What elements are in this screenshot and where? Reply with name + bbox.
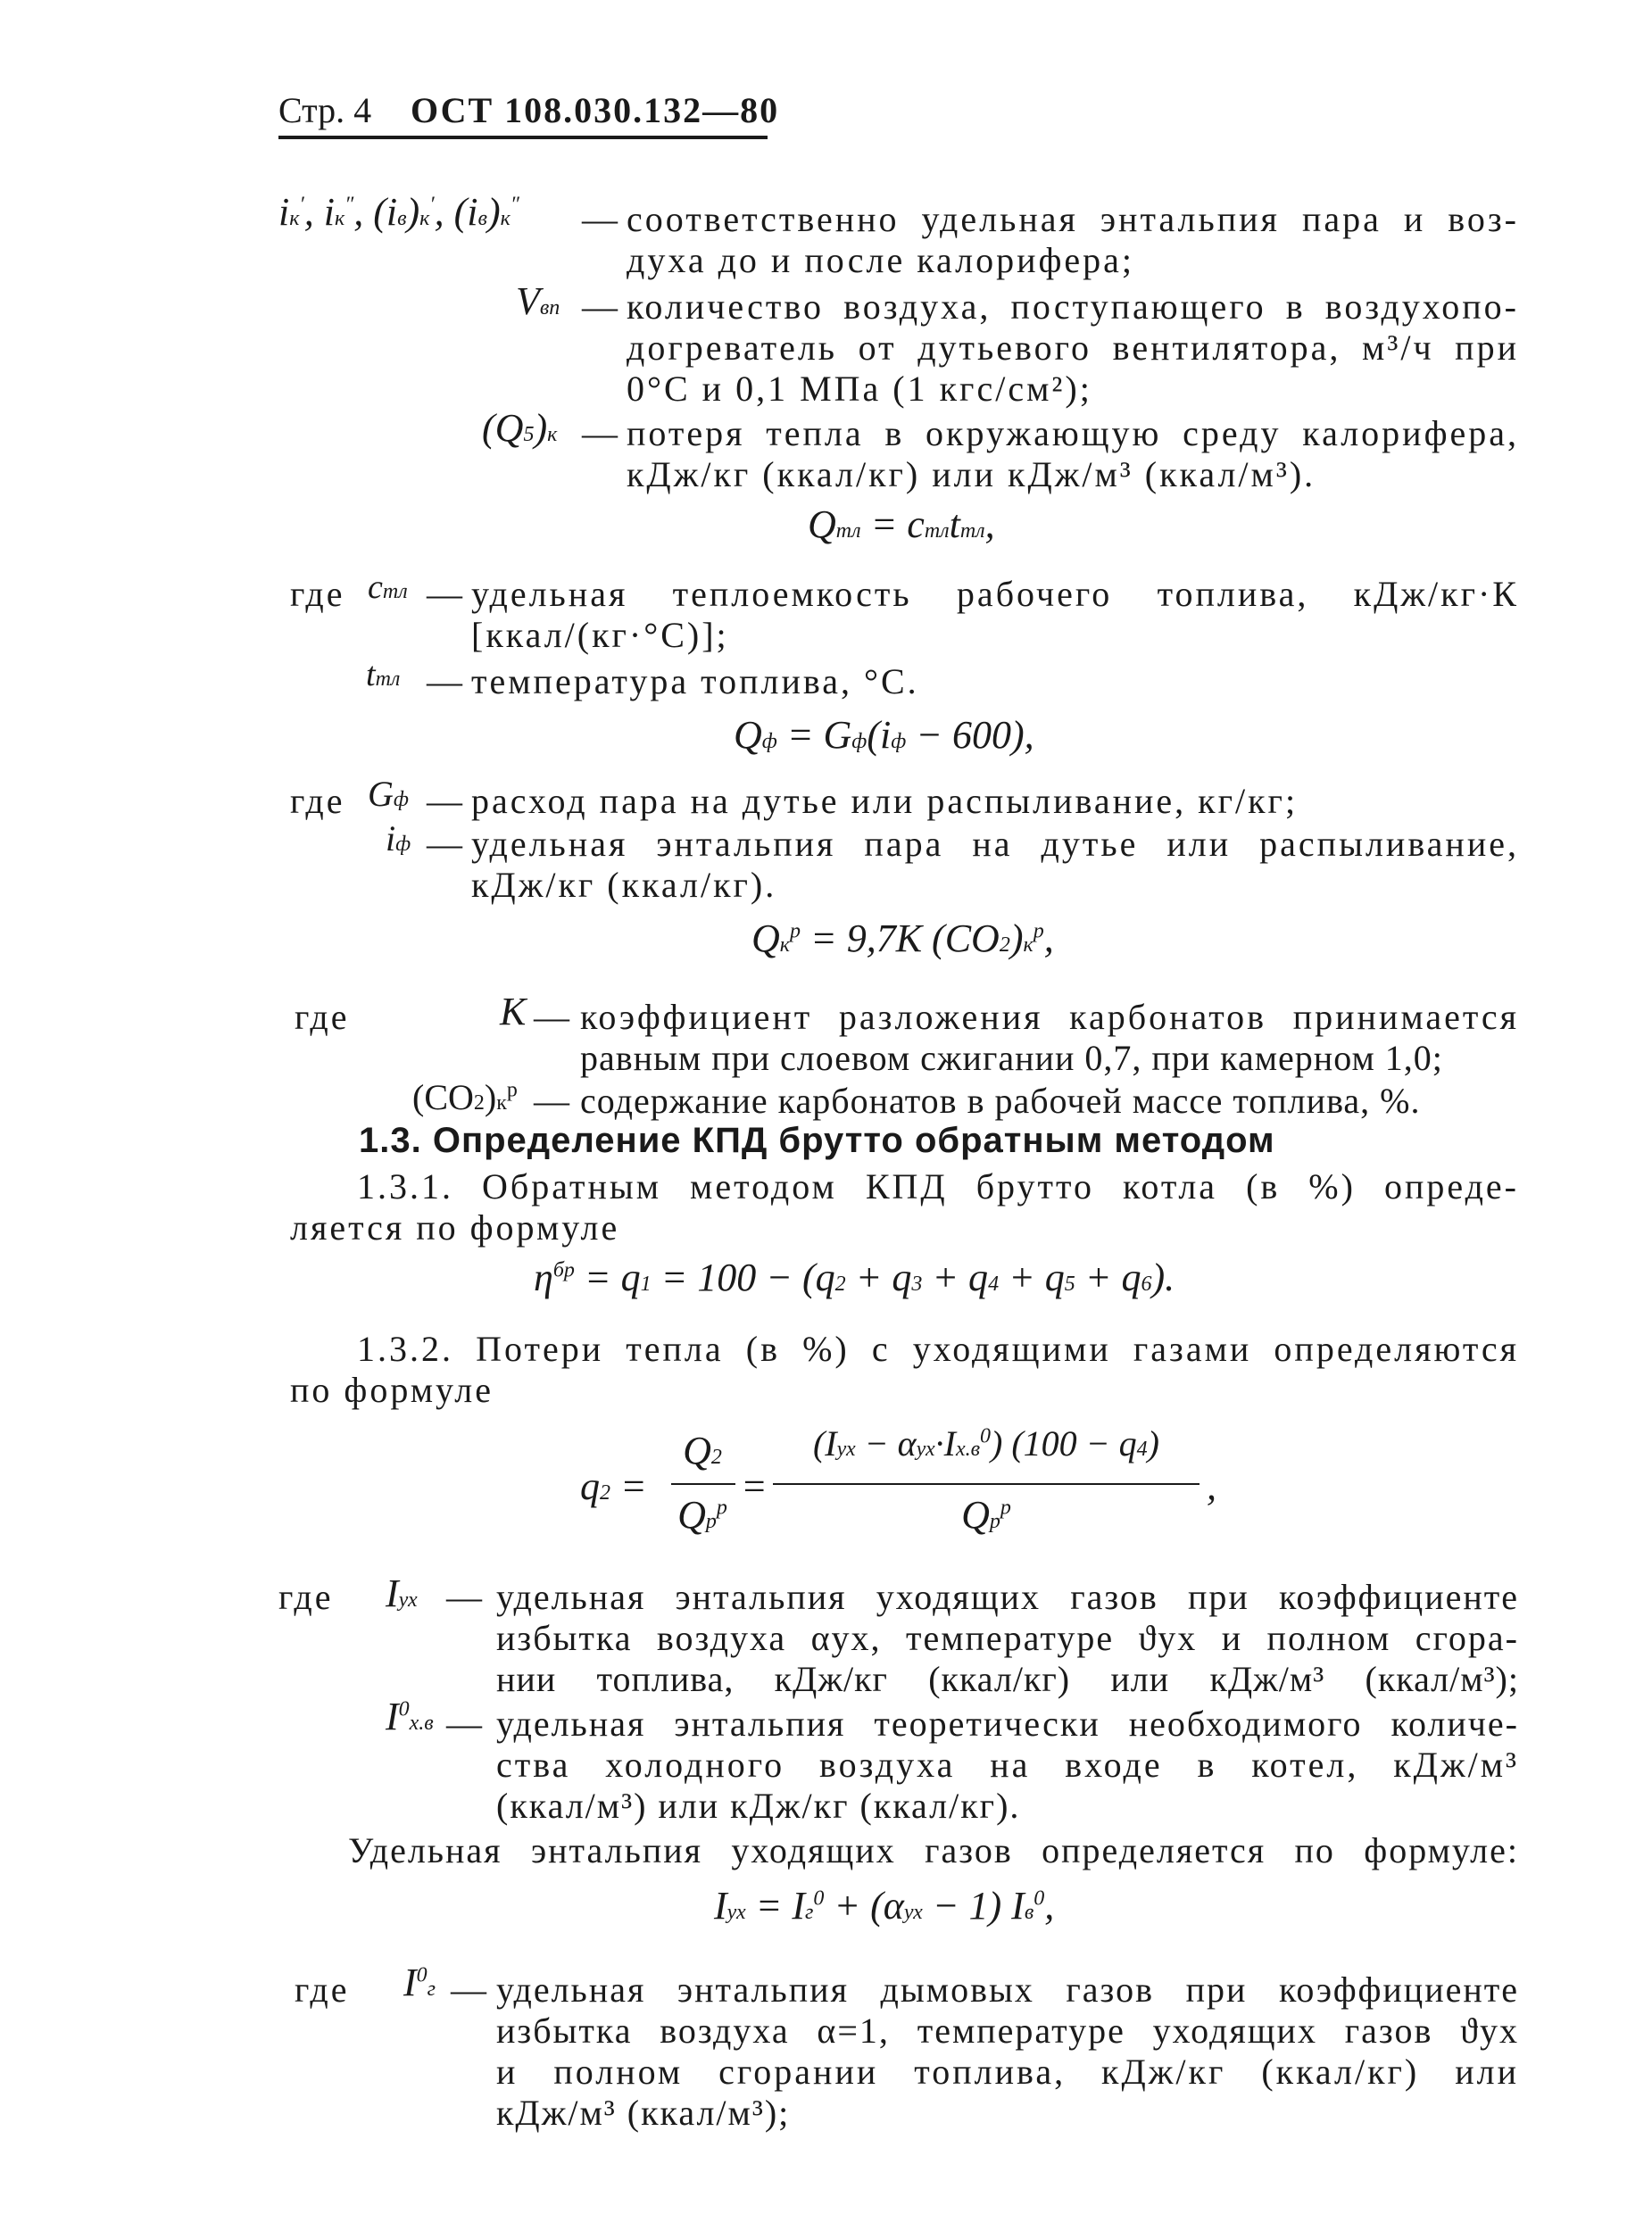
def-symbol-i0xv: $I^0х.в$ <box>386 1695 434 1738</box>
def-text-line: догреватель от дутьевого вентилятора, м³/ч при <box>627 328 1519 368</box>
def-text-line: количество воздуха, поступающего в воздухопо- <box>627 286 1519 327</box>
def-symbol-k: K <box>500 990 527 1033</box>
def-text-line: расход пара на дутье или распыливание, кг/кг; <box>471 781 1299 821</box>
def-symbol-i0g: $I^0г$ <box>403 1961 436 2004</box>
paragraph-line: Удельная энтальпия уходящих газов определяется по формуле: <box>348 1830 1519 1870</box>
def-symbol-vvp: Vвп <box>516 279 560 323</box>
paragraph-line: 1.3.2. Потери тепла (в %) с уходящими газами определяются <box>357 1329 1519 1369</box>
formula-q2-frac1-den: $Qр^р$ <box>677 1493 727 1537</box>
def-text-line: кДж/кг (ккал/кг). <box>471 865 777 905</box>
def-symbol-iux: Iух <box>386 1571 418 1615</box>
fraction-bar <box>773 1483 1200 1485</box>
def-text-line: удельная теплоемкость рабочего топлива, кДж/кг·К <box>471 574 1519 614</box>
def-text-line: содержание карбонатов в рабочей массе топлива, %. <box>580 1081 1421 1121</box>
def-text-line: соответственно удельная энтальпия пара и воз- <box>627 199 1519 239</box>
def-text-line: удельная энтальпия дымовых газов при коэффициенте <box>496 1969 1519 2010</box>
def-text-line: кДж/кг (ккал/кг) или кДж/м³ (ккал/м³). <box>627 454 1316 494</box>
def-text-line: температура топлива, °С. <box>471 661 919 701</box>
def-text-line: потеря тепла в окружающую среду калорифера, <box>627 413 1519 453</box>
def-text-line: коэффициент разложения карбонатов принимается <box>580 997 1519 1037</box>
def-text-line: и полном сгорании топлива, кДж/кг (ккал/кг) или <box>496 2052 1519 2092</box>
def-dash: — <box>427 824 465 864</box>
formula-eta: $\eta^{бр} = q1 = 100 - (q2 + q3 + q4 + q5 + q6)$. <box>534 1256 1175 1299</box>
def-dash: — <box>446 1704 485 1744</box>
def-text-line: духа до и после калорифера; <box>627 240 1135 280</box>
formula-q2-frac2-den: $Qр^р$ <box>961 1493 1011 1537</box>
def-symbol-ik: iк′, iк″, (iв)к′, (iв)к″ <box>278 190 519 234</box>
def-text-line: кДж/м³ (ккал/м³); <box>496 2093 791 2133</box>
def-text-line: избытка воздуха α=1, температуре уходящих газов ϑух <box>496 2011 1519 2051</box>
def-dash: — <box>427 574 465 614</box>
paragraph-line: ляется по формуле <box>290 1207 620 1248</box>
def-dash: — <box>582 199 620 239</box>
def-dash: — <box>427 661 465 701</box>
def-symbol-if: iф <box>386 818 411 858</box>
fraction-bar <box>671 1483 735 1485</box>
where-label: где <box>295 997 350 1037</box>
formula-q2-frac2-num: $(Iух - \alpha ух\cdot Iх.в^0)$ (100 − q4) <box>812 1423 1159 1464</box>
where-label: где <box>290 574 345 614</box>
where-label: где <box>295 1969 350 2010</box>
def-text-line: равным при слоевом сжигании 0,7, при камерном 1,0; <box>580 1038 1443 1078</box>
section-heading: 1.3. Определение КПД брутто обратным методом <box>359 1121 1275 1160</box>
def-symbol-ttl: tтл <box>366 656 401 693</box>
def-dash: — <box>534 1081 572 1121</box>
def-text-line: удельная энтальпия теоретически необходимого количе- <box>496 1704 1519 1744</box>
def-text-line: удельная энтальпия пара на дутье или распыливание, <box>471 824 1519 864</box>
formula-q2-eq: = <box>741 1464 768 1508</box>
standard-code: ОСТ 108.030.132—80 <box>411 90 780 130</box>
formula-qtl: Qтл = cтлtтл, <box>808 502 995 546</box>
def-text-line: избытка воздуха αух, температуре ϑух и полном сгора- <box>496 1618 1519 1658</box>
formula-qk: $Qк^р = 9,7K$ $(CO2)к^р$, <box>751 916 1054 960</box>
where-label: где <box>290 781 345 821</box>
paragraph-line: по формуле <box>290 1370 494 1410</box>
def-symbol-q5k: (Q5)к <box>482 406 558 450</box>
def-dash: — <box>582 286 620 327</box>
def-text-line: 0°С и 0,1 МПа (1 кгс/см²); <box>627 369 1092 409</box>
page-number: Стр. 4 <box>278 90 372 130</box>
def-dash: — <box>534 997 572 1037</box>
def-symbol-co2k: $(CO2)к^р$ <box>412 1077 518 1117</box>
def-symbol-gf: Gф <box>368 774 409 814</box>
formula-q2-lhs: q2 = <box>580 1464 647 1508</box>
def-text-line: удельная энтальпия уходящих газов при коэффициенте <box>496 1577 1519 1617</box>
header-rule <box>278 136 768 139</box>
def-dash: — <box>582 413 620 453</box>
where-label: где <box>278 1577 334 1617</box>
formula-iux: Iух = $Iг^0 + (\alpha ух - 1)$ $Iв^0$, <box>714 1884 1055 1928</box>
def-dash: — <box>451 1969 489 2010</box>
def-text-line: нии топлива, кДж/кг (ккал/кг) или кДж/м³ (ккал/м³); <box>496 1659 1519 1699</box>
def-text-line: [ккал/(кг·°С)]; <box>471 615 729 655</box>
def-text-line: (ккал/м³) или кДж/кг (ккал/кг). <box>496 1786 1021 1826</box>
paragraph-line: 1.3.1. Обратным методом КПД брутто котла (в %) опреде- <box>357 1166 1519 1207</box>
formula-qf: Qф = Gф(iф − 600), <box>734 713 1034 757</box>
def-dash: — <box>427 781 465 821</box>
formula-q2-tail: , <box>1207 1464 1216 1508</box>
formula-q2-frac1-num: Q2 <box>683 1429 722 1472</box>
def-dash: — <box>446 1577 485 1617</box>
def-symbol-ctl: cтл <box>368 568 408 606</box>
def-text-line: ства холодного воздуха на входе в котел, кДж/м³ <box>496 1745 1519 1785</box>
